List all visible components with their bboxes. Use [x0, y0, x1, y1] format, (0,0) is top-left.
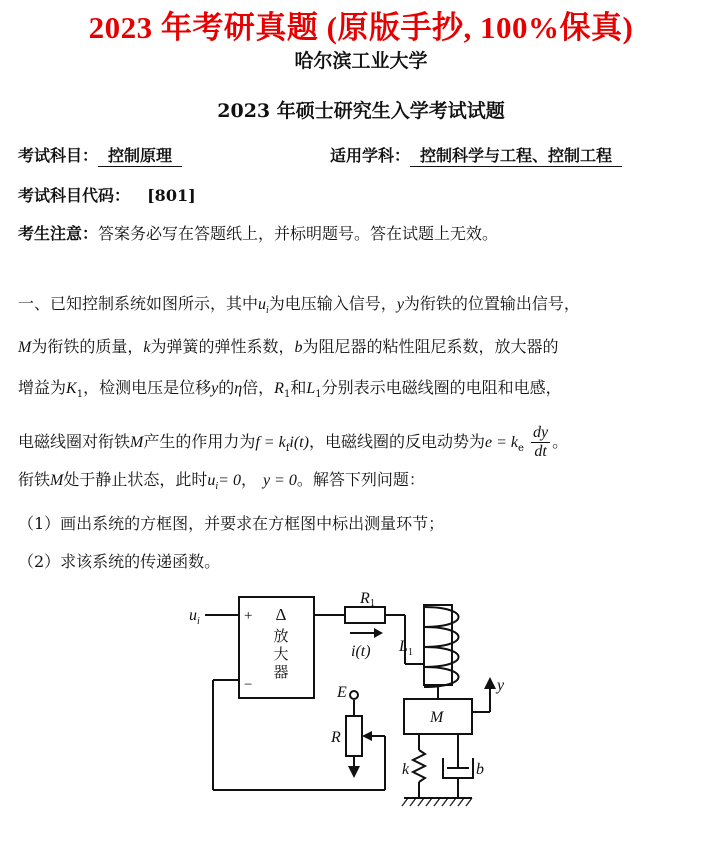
svg-text:1: 1	[408, 647, 413, 658]
question-line-4: 电磁线圈对衔铁M产生的作用力为$f = k_fi(t)$，电磁线圈的反电动势为$e = k_e$ $\frac{dy}{dt}$ 。	[18, 424, 569, 460]
svg-text:E: E	[337, 684, 347, 701]
wiper-arrow	[362, 731, 372, 741]
discipline-value: 控制科学与工程、控制工程	[410, 146, 622, 167]
inductor-L1	[424, 607, 459, 687]
question-line-2: M为衔铁的质量，k为弹簧的弹性系数，b为阻尼器的粘性阻尼系数，放大器的	[18, 337, 559, 356]
svg-text:放: 放	[273, 629, 289, 645]
svg-text:R: R	[331, 729, 341, 746]
question-line-1: 一、已知控制系统如图所示，其中$u_i$为电压输入信号，y为衔铁的位置输出信号，	[18, 294, 580, 317]
subject-value: 控制原理	[98, 146, 182, 167]
svg-text:大: 大	[273, 647, 289, 663]
svg-text:器: 器	[273, 665, 289, 681]
notice-text: 答案务必写在答题纸上，并标明题号。答在试题上无效。	[98, 224, 499, 243]
notice-label: 考生注意：	[18, 224, 99, 243]
resistor-R1	[345, 607, 385, 623]
current-arrowhead	[374, 628, 383, 638]
question-part-2: （2）求该系统的传递函数。	[18, 552, 221, 571]
svg-text:R: R	[360, 590, 370, 607]
svg-text:−: −	[244, 677, 253, 693]
svg-text:i: i	[197, 616, 200, 627]
svg-text:i(t): i(t)	[351, 643, 371, 660]
svg-text:u: u	[189, 607, 197, 624]
svg-text:1: 1	[370, 598, 375, 609]
svg-text:y: y	[497, 677, 505, 694]
code-label: 考试科目代码：	[18, 186, 131, 205]
svg-text:k: k	[402, 761, 410, 778]
question-line-3: 增益为$K_1$，检测电压是位移y的η倍，$R_1$和$L_1$分别表示电磁线圈的电阻和电感，	[18, 378, 562, 401]
spring-k	[413, 750, 425, 782]
svg-text:Δ: Δ	[275, 605, 287, 624]
svg-text:b: b	[476, 761, 484, 778]
question-part-1: （1）画出系统的方框图，并要求在方框图中标出测量环节；	[18, 514, 445, 533]
ground-hatch	[402, 798, 472, 806]
subject-label: 考试科目：	[18, 146, 99, 165]
supply-node-E	[350, 691, 358, 699]
banner-title: 2023 年考研真题 (原版手抄, 100%保真)	[88, 10, 634, 45]
university-name: 哈尔滨工业大学	[294, 50, 428, 72]
pot-ground-arrow	[348, 766, 360, 778]
dy-dt-fraction: $\frac{dy}{dt}$	[532, 424, 549, 460]
svg-text:+: +	[244, 608, 253, 624]
svg-text:M: M	[430, 709, 444, 726]
discipline-label: 适用学科：	[330, 146, 411, 165]
question-line-5: 衔铁M处于静止状态，此时$u_i= 0$， y = 0。解答下列问题：	[18, 470, 425, 493]
y-arrowhead	[484, 677, 496, 689]
exam-title: 2023 年硕士研究生入学考试试题	[217, 100, 505, 122]
code-value: [801]	[147, 186, 196, 205]
potentiometer-R	[346, 716, 362, 756]
svg-text:L: L	[399, 638, 408, 655]
